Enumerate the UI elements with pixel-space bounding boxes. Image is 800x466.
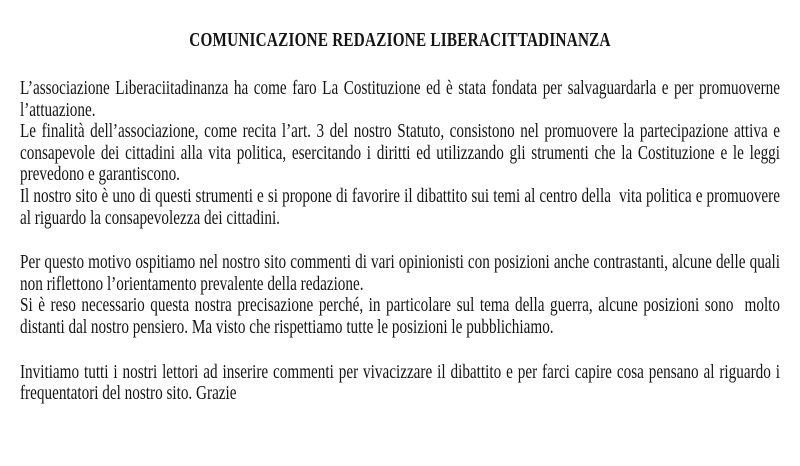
paragraph: Il nostro sito è uno di questi strumenti e si propone di favorire il dibattito sui temi al centro della vita politica e promuovere al riguardo la consapevolezza dei cittadini. [20,184,784,229]
paragraph: Si è reso necessario questa nostra precisazione perché, in particolare sul tema della guerra, alcune posizioni sono molto distanti dal nostro pensiero. Ma visto che rispettiamo tutte le posizioni le pubblichiamo. [20,294,784,338]
document-body [20,77,788,405]
paragraph: Per questo motivo ospitiamo nel nostro sito commenti di vari opinionisti con posizioni anche contrastanti, alcune delle quali non riflettono l’orientamento prevalente della redazione. [20,251,788,295]
paragraph: Invitiamo tutti i nostri lettori ad inserire commenti per vivacizzare il dibattito e per farci capire cosa pensano al riguardo i frequentatori del nostro sito. Grazie [20,360,784,405]
document-content [20,0,788,405]
paragraph: L’associazione Liberaciitadinanza ha come faro La Costituzione ed è stata fondata per salvaguardarla e per promuoverne l’attuazione. [20,77,784,121]
paragraph: Le finalità dell’associazione, come recita l’art. 3 del nostro Statuto, consistono nel promuovere la partecipazione attiva e consapevole dei cittadini alla vita politica, esercitando i diritti ed utilizzando gli strumenti che la Costituzione e le leggi prevedono e garantiscono. [20,120,784,186]
document-title: COMUNICAZIONE REDAZIONE LIBERACITTADINANZA [189,29,611,51]
